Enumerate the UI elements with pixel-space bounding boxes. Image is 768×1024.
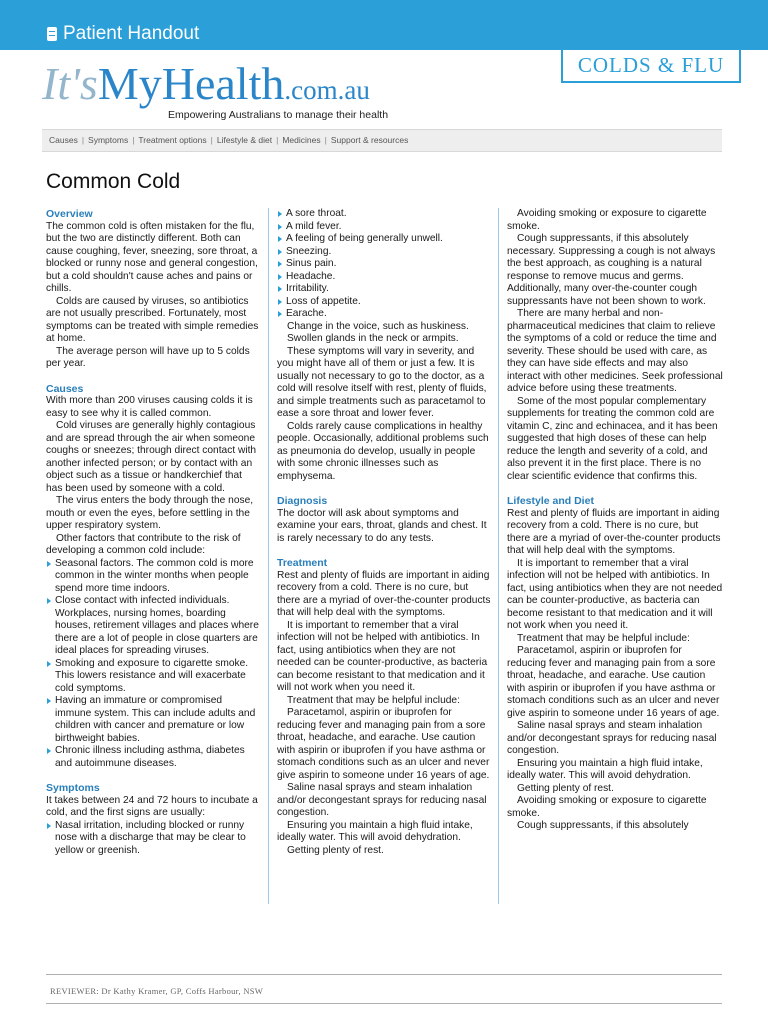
paragraph: Paracetamol, aspirin or ibuprofen for reducing fever and managing pain from a sore throat, headache, and earache. Use caution with aspirin or ibuprofen if you have asthma or stomach conditions such as an ulcer and never give aspirin to someone under 16 years of age. (507, 645, 720, 719)
footer-divider (46, 1003, 722, 1004)
list-item: Sinus pain. (277, 258, 491, 271)
paragraph: Avoiding smoking or exposure to cigarette smoke. (507, 795, 707, 819)
column-1 (46, 208, 260, 857)
paragraph: Colds rarely cause complications in healthy people. Occasionally, additional problems such as pneumonia do develop, usually in people with some chronic illnesses such as emphysema. (277, 420, 489, 482)
list-item: Irritability. (277, 283, 491, 296)
nav-symptoms[interactable]: Symptoms (88, 135, 129, 145)
section-nav: Causes | Symptoms | Treatment options | Lifestyle & diet | Medicines | Support & resources (42, 129, 722, 152)
paragraph: Treatment that may be helpful include: (517, 632, 690, 644)
footer-divider (46, 974, 722, 975)
category-tab (561, 50, 741, 83)
symptom-list (46, 820, 260, 858)
paragraph: Cold viruses are generally highly contagious and are spread through the air when someone coughs or sneezes; through direct contact with another infected person; or by contact with an object such as a tissue or handkerchief that has been used by someone with a cold. (46, 420, 257, 494)
paragraph: Saline nasal sprays and steam inhalation and/or decongestant sprays for reducing nasal congestion. (277, 782, 487, 818)
list-item: Earache. (277, 308, 491, 321)
paragraph: Some of the most popular complementary supplements for treating the common cold are vitamin C, zinc and echinacea, and it has been suggested that high doses of these can help reduce the length and severity of a cold, and also prevent it in the first place. There is no clear scientific evidence that confirms this. (507, 395, 718, 482)
paragraph: The common cold is often mistaken for the flu, but the two are distinctly different. Both can cause coughing, fever, sneezing, sore throat, a blocked or runny nose and general congestion, but a cold shouldn't cause aches and pains or chills. (46, 220, 258, 294)
column-divider (268, 208, 269, 904)
heading-diagnosis: Diagnosis (277, 495, 328, 507)
column-2 (277, 208, 491, 857)
list-item: Sneezing. (277, 246, 491, 259)
page-title: Common Cold (46, 170, 181, 193)
risk-factor-list (46, 558, 260, 771)
list-item: Close contact with infected individuals. Workplaces, nursing homes, boarding houses, retirement villages and places where there are a lot of people in close quarters are ideal places for spreading viruses. (46, 595, 260, 658)
list-item: Seasonal factors. The common cold is more common in the winter months when people spend more time indoors. (46, 558, 260, 596)
paragraph: Rest and plenty of fluids are important in aiding recovery from a cold. There is no cure, but there are a myriad of over-the-counter products that will help deal with the symptoms. (277, 569, 491, 618)
list-item: Headache. (277, 271, 491, 284)
paragraph: Treatment that may be helpful include: (287, 694, 460, 706)
paragraph: Getting plenty of rest. (517, 782, 614, 794)
nav-medicines[interactable]: Medicines (282, 135, 321, 145)
list-item: A mild fever. (277, 221, 491, 234)
paragraph: Cough suppressants, if this absolutely necessary. Suppressing a cough is not always the best approach, as coughing is a natural response to remove mucus and germs. Additionally, many over-the-counter cough suppressants have not been shown to work. (507, 233, 716, 307)
tagline: Empowering Australians to manage their health (168, 109, 389, 121)
reviewer-credit: REVIEWER: Dr Kathy Kramer, GP, Coffs Harbour, NSW (50, 986, 264, 996)
paragraph: These symptoms will vary in severity, and you might have all of them or just a few. It is usually not necessary to go to the doctor, as a cold will resolve itself with rest, plenty of fluids, and simple treatments such as paracetamol to ease a sore throat and lower fever. (277, 345, 487, 419)
paragraph: Other factors that contribute to the risk of developing a common cold include: (46, 532, 241, 556)
list-item: Smoking and exposure to cigarette smoke. This lowers resistance and will exacerbate cold symptoms. (46, 658, 260, 696)
heading-treatment: Treatment (277, 557, 328, 569)
nav-support-resources[interactable]: Support & resources (330, 135, 409, 145)
category-label: COLDS & FLU (577, 53, 725, 77)
document-icon (47, 27, 57, 41)
nav-treatment-options[interactable]: Treatment options (138, 135, 207, 145)
heading-symptoms: Symptoms (46, 782, 100, 794)
list-item: Loss of appetite. (277, 296, 491, 309)
paragraph: Cough suppressants, if this absolutely (517, 820, 689, 831)
paragraph: Colds are caused by viruses, so antibiotics are not usually prescribed. Fortunately, most symptoms can be treated with simple remedies at home. (46, 295, 259, 344)
list-item: Chronic illness including asthma, diabetes and autoimmune diseases. (46, 745, 260, 770)
nav-causes[interactable]: Causes (49, 135, 78, 145)
list-item: A sore throat. (277, 208, 491, 221)
nav-lifestyle-diet[interactable]: Lifestyle & diet (216, 135, 273, 145)
paragraph: It is important to remember that a viral infection will not be helped with antibiotics. In fact, using antibiotics when they are not needed can be counter-productive, as bacteria can become resistant to that medication and it will not work when you need it. (507, 557, 723, 631)
column-3 (507, 208, 723, 833)
paragraph: With more than 200 viruses causing colds it is easy to see why it is called common. (46, 395, 253, 419)
paragraph: Rest and plenty of fluids are important in aiding recovery from a cold. There is no cure, but there are a myriad of over-the-counter products that will help deal with the symptoms. (507, 507, 721, 556)
paragraph: It takes between 24 and 72 hours to incubate a cold, and the first signs are usually: (46, 794, 258, 818)
column-divider (498, 208, 499, 904)
list-item: A feeling of being generally unwell. (277, 233, 491, 246)
heading-lifestyle-diet: Lifestyle and Diet (507, 495, 594, 507)
paragraph: It is important to remember that a viral infection will not be helped with antibiotics. In fact, using antibiotics when they are not needed can be counter-productive, as bacteria can become resistant to that medication and it will not work when you need it. (277, 619, 488, 693)
symptom-list-continued (277, 208, 491, 321)
logo-myhealth: MyHealth (97, 58, 285, 109)
paragraph: The virus enters the body through the nose, mouth or even the eyes, before settling in the upper respiratory system. (46, 495, 254, 531)
paragraph: Swollen glands in the neck or armpits. (287, 333, 459, 344)
list-item: Having an immature or compromised immune system. This can include adults and children with cancer and premature or low birthweight babies. (46, 695, 260, 745)
paragraph: The average person will have up to 5 colds per year. (46, 345, 250, 369)
paragraph: Saline nasal sprays and steam inhalation and/or decongestant sprays for reducing nasal congestion. (507, 720, 717, 756)
paragraph: Ensuring you maintain a high fluid intake, ideally water. This will avoid dehydration. (277, 819, 473, 843)
logo-its: It's (42, 58, 98, 109)
paragraph: Getting plenty of rest. (287, 844, 384, 856)
paragraph: Paracetamol, aspirin or ibuprofen for reducing fever and managing pain from a sore throat, headache, and earache. Use caution with aspirin or ibuprofen if you have asthma or stomach conditions such as an ulcer and never give aspirin to someone under 16 years of age. (277, 707, 490, 781)
heading-causes: Causes (46, 382, 84, 395)
list-item: Nasal irritation, including blocked or runny nose with a discharge that may be clear to yellow or greenish. (46, 820, 260, 858)
paragraph: Avoiding smoking or exposure to cigarette smoke. (507, 208, 707, 232)
paragraph: The doctor will ask about symptoms and examine your ears, throat, glands and chest. It is rarely necessary to do any tests. (277, 507, 487, 544)
paragraph: There are many herbal and non-pharmaceutical medicines that claim to relieve the symptoms of a cold or reduce the time and severity. These should be used with care, as they can have side effects and may also interact with other medicines. Seek professional advice before using these treatments. (507, 308, 723, 394)
paragraph: Change in the voice, such as huskiness. (287, 320, 469, 332)
handout-label: Patient Handout (63, 23, 200, 44)
paragraph: Ensuring you maintain a high fluid intake, ideally water. This will avoid dehydration. (507, 757, 703, 781)
heading-overview: Overview (46, 208, 93, 220)
logo-domain: .com.au (284, 75, 370, 105)
header-bar (0, 0, 768, 50)
